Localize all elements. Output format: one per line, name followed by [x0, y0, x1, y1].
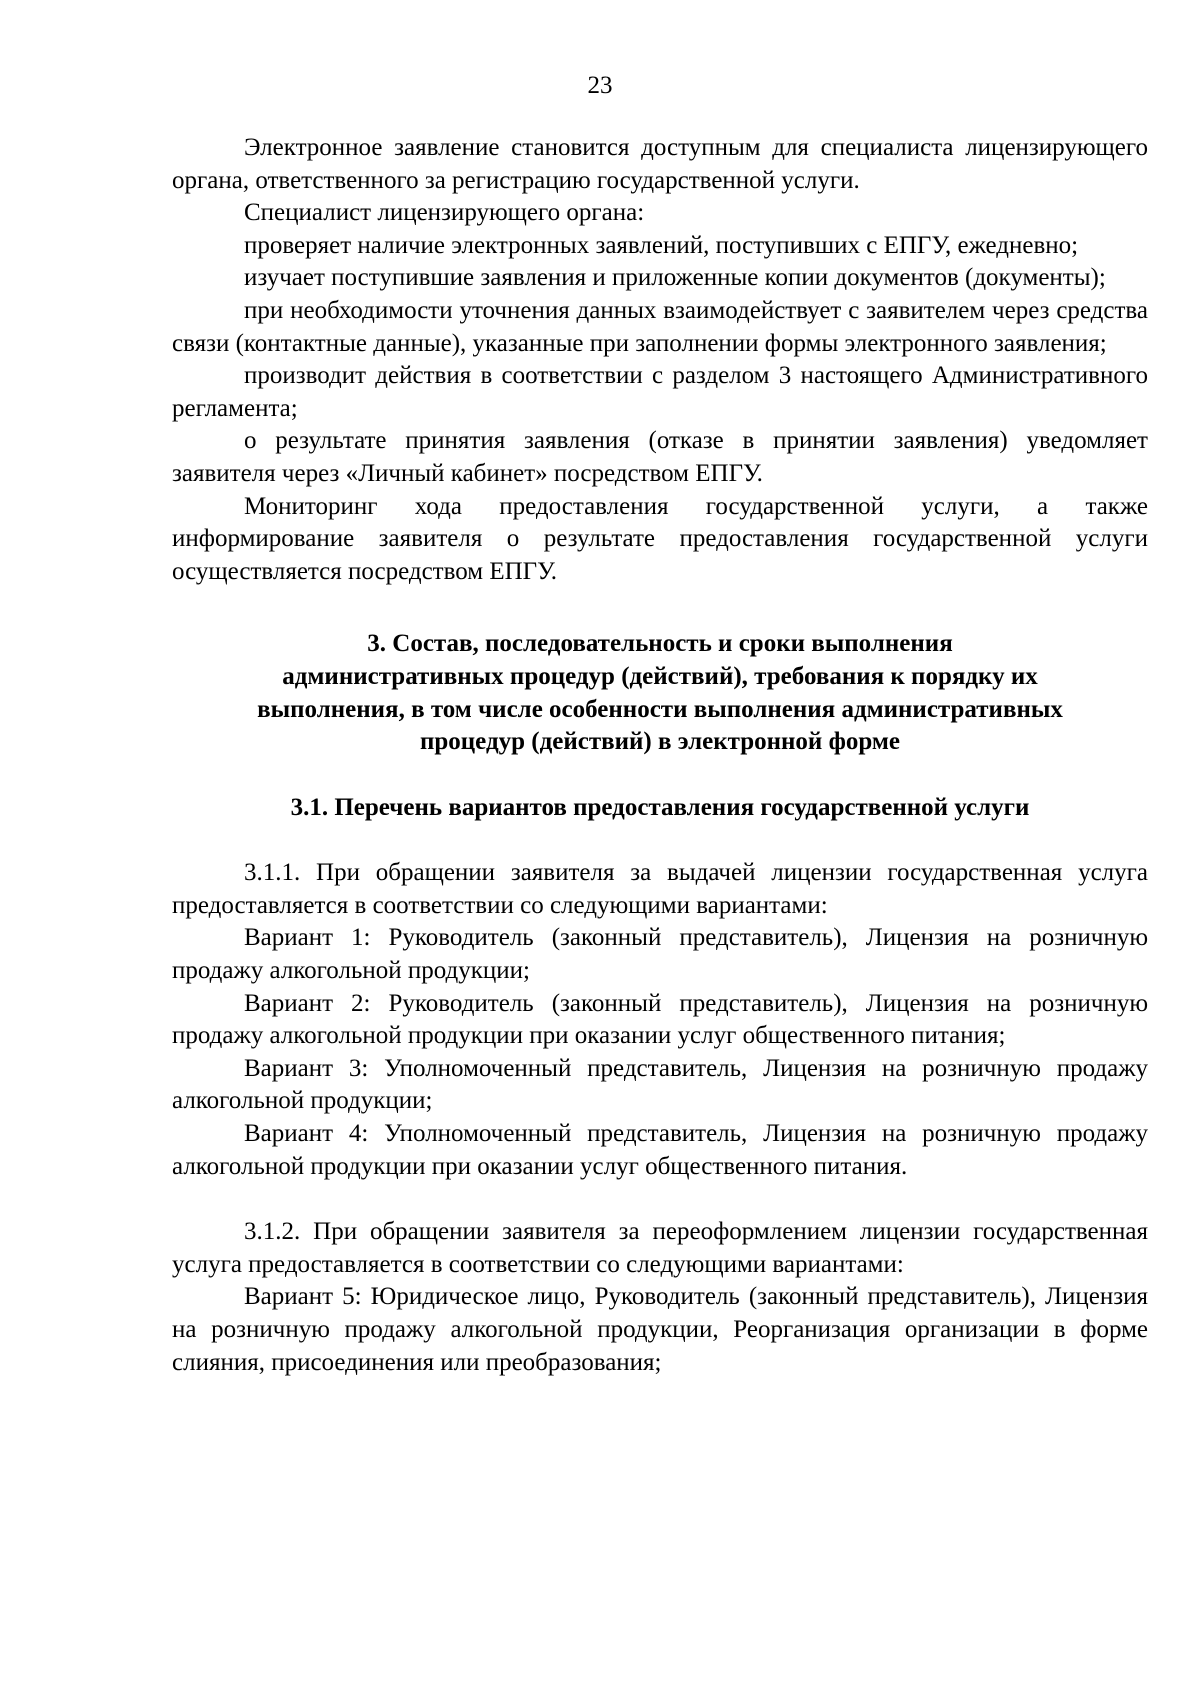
paragraph: проверяет наличие электронных заявлений, поступивших с ЕПГУ, ежедневно; [244, 231, 1079, 259]
clause-paragraph: 3.1.1. При обращении заявителя за выдачей лицензии государственная услуга предоставляется в соответствии со следующими вариантами: [172, 859, 1148, 919]
section-heading-line: 3. Состав, последовательность и сроки выполнения [367, 630, 953, 658]
variant-item: Вариант 3: Уполномоченный представитель, Лицензия на розничную продажу алкогольной продукции; [172, 1054, 1148, 1115]
page-number: 23 [587, 72, 613, 99]
paragraph: производит действия в соответствии с разделом 3 настоящего Административного регламента; [172, 362, 1148, 422]
paragraph: изучает поступившие заявления и приложенные копии документов (документы); [244, 264, 1106, 292]
section-heading-line: выполнения, в том числе особенности выполнения административных [257, 695, 1063, 723]
document-body [172, 132, 1148, 1379]
paragraph: Электронное заявление становится доступным для специалиста лицензирующего органа, ответственного за регистрацию государственной услуги. [172, 134, 1148, 194]
variant-item: Вариант 5: Юридическое лицо, Руководитель (законный представитель), Лицензия на розничную продажу алкогольной продукции, Реорганизация организации в форме слияния, присоединения или преобразования; [172, 1283, 1148, 1376]
variant-item: Вариант 2: Руководитель (законный представитель), Лицензия на розничную продажу алкогольной продукции при оказании услуг общественного питания; [172, 989, 1148, 1050]
section-heading-line: процедур (действий) в электронной форме [419, 728, 901, 756]
subsection-heading: 3.1. Перечень вариантов предоставления государственной услуги [290, 793, 1030, 821]
paragraph: о результате принятия заявления (отказе в принятии заявления) уведомляет заявителя через «Личный кабинет» посредством ЕПГУ. [172, 427, 1148, 487]
paragraph: Мониторинг хода предоставления государственной услуги, а также информирование заявителя о результате предоставления государственной услуги осуществляется посредством ЕПГУ. [172, 492, 1148, 585]
clause-paragraph: 3.1.2. При обращении заявителя за переоформлением лицензии государственная услуга предоставляется в соответствии со следующими вариантами: [172, 1218, 1148, 1278]
variant-item: Вариант 4: Уполномоченный представитель, Лицензия на розничную продажу алкогольной продукции при оказании услуг общественного питания. [172, 1120, 1148, 1180]
section-heading [172, 628, 1148, 758]
paragraph: при необходимости уточнения данных взаимодействует с заявителем через средства связи (контактные данные), указанные при заполнении формы электронного заявления; [172, 296, 1148, 357]
paragraph: Специалист лицензирующего органа: [244, 199, 645, 227]
variant-item: Вариант 1: Руководитель (законный представитель), Лицензия на розничную продажу алкогольной продукции; [172, 924, 1148, 985]
section-heading-line: административных процедур (действий), требования к порядку их [282, 662, 1038, 690]
